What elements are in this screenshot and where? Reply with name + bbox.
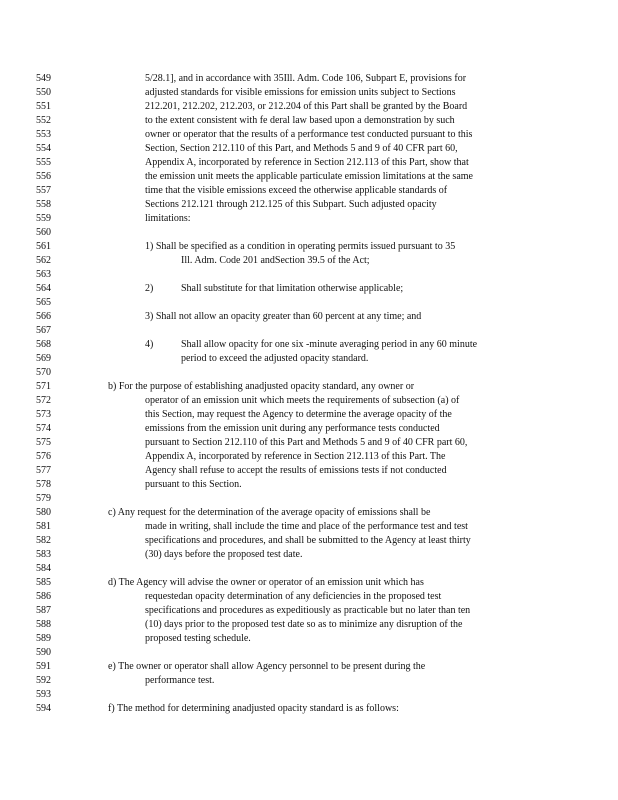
document-line — [0, 506, 618, 520]
document-line — [0, 310, 618, 324]
line-number: 572 — [36, 395, 51, 406]
line-text: Shall substitute for that limitation otherwise applicable; — [181, 283, 404, 294]
line-number: 561 — [36, 241, 51, 252]
document-line — [0, 604, 618, 618]
line-text: 3) Shall not allow an opacity greater than 60 percent at any time; and — [145, 311, 422, 322]
document-line — [0, 100, 618, 114]
line-number: 580 — [36, 507, 51, 518]
line-text: Sections 212.121 through 212.125 of this Subpart. Such adjusted opacity — [145, 199, 437, 210]
line-text: c) Any request for the determination of the average opacity of emissions shall be — [108, 507, 431, 518]
line-number: 562 — [36, 255, 51, 266]
document-line — [0, 114, 618, 128]
line-number: 571 — [36, 381, 51, 392]
line-number: 576 — [36, 451, 51, 462]
line-number: 551 — [36, 101, 51, 112]
line-number: 573 — [36, 409, 51, 420]
line-text: 5/28.1], and in accordance with 35Ill. Adm. Code 106, Subpart E, provisions for — [145, 73, 467, 84]
line-number: 585 — [36, 577, 51, 588]
document-line — [0, 688, 618, 702]
line-text: b) For the purpose of establishing anadjusted opacity standard, any owner or — [108, 381, 415, 392]
line-number: 559 — [36, 213, 51, 224]
document-line — [0, 548, 618, 562]
document-line — [0, 352, 618, 366]
document-line — [0, 170, 618, 184]
document-line — [0, 534, 618, 548]
document-line — [0, 562, 618, 576]
line-text: operator of an emission unit which meets the requirements of subsection (a) of — [145, 395, 460, 406]
document-line — [0, 212, 618, 226]
document-line — [0, 72, 618, 86]
line-text: emissions from the emission unit during any performance tests conducted — [145, 423, 440, 434]
line-number: 566 — [36, 311, 51, 322]
document-line — [0, 282, 618, 296]
line-number: 584 — [36, 563, 51, 574]
document-line — [0, 478, 618, 492]
document-line — [0, 338, 618, 352]
line-number: 569 — [36, 353, 51, 364]
document-line — [0, 408, 618, 422]
line-number: 558 — [36, 199, 51, 210]
line-text: period to exceed the adjusted opacity standard. — [181, 353, 369, 364]
document-line — [0, 324, 618, 338]
document-line — [0, 464, 618, 478]
line-number: 575 — [36, 437, 51, 448]
document-line — [0, 268, 618, 282]
line-text: (10) days prior to the proposed test date so as to minimize any disruption of the — [145, 619, 463, 630]
line-number: 549 — [36, 73, 51, 84]
line-text: Appendix A, incorporated by reference in Section 212.113 of this Part. The — [145, 451, 446, 462]
document-line — [0, 632, 618, 646]
line-number: 563 — [36, 269, 51, 280]
line-text: f) The method for determining anadjusted opacity standard is as follows: — [108, 703, 399, 714]
line-number: 582 — [36, 535, 51, 546]
line-text: adjusted standards for visible emissions for emission units subject to Sections — [145, 87, 456, 98]
line-number: 556 — [36, 171, 51, 182]
line-text: requestedan opacity determination of any deficiencies in the proposed test — [145, 591, 442, 602]
line-number: 579 — [36, 493, 51, 504]
line-text: Agency shall refuse to accept the results of emissions tests if not conducted — [145, 465, 447, 476]
line-number: 555 — [36, 157, 51, 168]
line-number: 560 — [36, 227, 51, 238]
document-line — [0, 240, 618, 254]
document-line — [0, 226, 618, 240]
line-number: 552 — [36, 115, 51, 126]
line-number: 592 — [36, 675, 51, 686]
line-text: pursuant to this Section. — [145, 479, 242, 490]
line-number: 574 — [36, 423, 51, 434]
document-line — [0, 156, 618, 170]
document-line — [0, 394, 618, 408]
line-number: 565 — [36, 297, 51, 308]
line-text: 212.201, 212.202, 212.203, or 212.204 of this Part shall be granted by the Board — [145, 101, 468, 112]
line-number: 594 — [36, 703, 51, 714]
document-line — [0, 646, 618, 660]
document-line — [0, 422, 618, 436]
line-number: 553 — [36, 129, 51, 140]
line-text: performance test. — [145, 675, 215, 686]
line-text: owner or operator that the results of a performance test conducted pursuant to this — [145, 129, 473, 140]
line-text: proposed testing schedule. — [145, 633, 251, 644]
line-text: Section, Section 212.110 of this Part, and Methods 5 and 9 of 40 CFR part 60, — [145, 143, 458, 154]
line-number: 554 — [36, 143, 51, 154]
document-line — [0, 450, 618, 464]
line-text: 1) Shall be specified as a condition in operating permits issued pursuant to 35 — [145, 241, 456, 252]
document-line — [0, 254, 618, 268]
line-text: specifications and procedures, and shall be submitted to the Agency at least thirty — [145, 535, 471, 546]
line-text: 2) — [145, 283, 154, 294]
line-text: 4) — [145, 339, 154, 350]
line-text: this Section, may request the Agency to determine the average opacity of the — [145, 409, 452, 420]
document-line — [0, 660, 618, 674]
line-number: 591 — [36, 661, 51, 672]
line-number: 567 — [36, 325, 51, 336]
line-number: 588 — [36, 619, 51, 630]
document-line — [0, 436, 618, 450]
line-number: 586 — [36, 591, 51, 602]
line-text: e) The owner or operator shall allow Agency personnel to be present during the — [108, 661, 426, 672]
document-line — [0, 702, 618, 716]
line-number: 581 — [36, 521, 51, 532]
document-line — [0, 520, 618, 534]
document-line — [0, 576, 618, 590]
line-number: 593 — [36, 689, 51, 700]
document-line — [0, 366, 618, 380]
document-line — [0, 142, 618, 156]
line-text: made in writing, shall include the time and place of the performance test and test — [145, 521, 468, 532]
line-text: to the extent consistent with fe deral law based upon a demonstration by such — [145, 115, 455, 126]
line-text: Appendix A, incorporated by reference in Section 212.113 of this Part, show that — [145, 157, 469, 168]
line-number: 587 — [36, 605, 51, 616]
document-line — [0, 198, 618, 212]
line-number: 564 — [36, 283, 51, 294]
line-number: 570 — [36, 367, 51, 378]
line-number: 568 — [36, 339, 51, 350]
line-text: d) The Agency will advise the owner or operator of an emission unit which has — [108, 577, 424, 588]
line-text: Shall allow opacity for one six -minute averaging period in any 60 minute — [181, 339, 478, 350]
document-line — [0, 86, 618, 100]
document-line — [0, 492, 618, 506]
document-line — [0, 184, 618, 198]
line-number: 550 — [36, 87, 51, 98]
document-line — [0, 590, 618, 604]
line-text: pursuant to Section 212.110 of this Part and Methods 5 and 9 of 40 CFR part 60, — [145, 437, 468, 448]
document-line — [0, 296, 618, 310]
document-line — [0, 128, 618, 142]
line-number: 589 — [36, 633, 51, 644]
line-number: 583 — [36, 549, 51, 560]
line-number: 590 — [36, 647, 51, 658]
line-text: the emission unit meets the applicable particulate emission limitations at the same — [145, 171, 473, 182]
line-text: specifications and procedures as expeditiously as practicable but no later than ten — [145, 605, 471, 616]
document-line — [0, 380, 618, 394]
document-line — [0, 618, 618, 632]
line-text: (30) days before the proposed test date. — [145, 549, 303, 560]
line-number: 578 — [36, 479, 51, 490]
document-line — [0, 674, 618, 688]
line-text: Ill. Adm. Code 201 andSection 39.5 of the Act; — [181, 255, 370, 266]
line-text: limitations: — [145, 213, 191, 224]
line-text: time that the visible emissions exceed the otherwise applicable standards of — [145, 185, 448, 196]
line-number: 577 — [36, 465, 51, 476]
line-number: 557 — [36, 185, 51, 196]
